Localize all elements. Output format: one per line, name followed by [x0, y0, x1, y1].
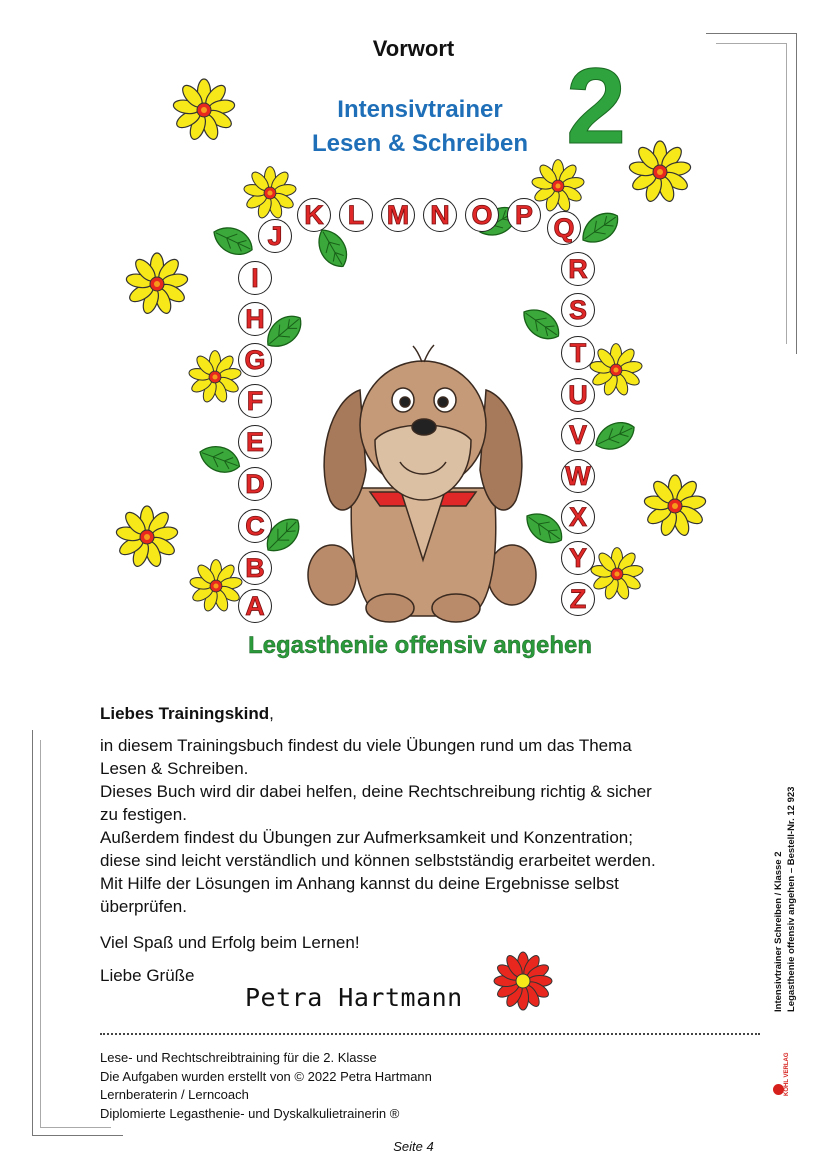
paragraph-line: Lesen & Schreiben.	[100, 759, 249, 778]
letter-bubble-g: G	[238, 343, 272, 377]
publisher-logo	[770, 1040, 796, 1098]
letter-bubble-v: V	[561, 418, 595, 452]
letter-bubble-p: P	[507, 198, 541, 232]
paragraph-line: diese sind leicht verständlich und können selbstständig erarbeitet werden.	[100, 851, 656, 870]
flower-icon	[172, 79, 235, 141]
flower-icon	[188, 351, 242, 404]
letter-bubble-w: W	[561, 459, 595, 493]
publisher-name: KOHL VERLAG	[784, 1052, 790, 1096]
flower-icon	[590, 548, 644, 601]
side-imprint-line1: Intensivtrainer Schreiben / Klasse 2	[773, 851, 784, 1012]
footer-line: Diplomierte Legasthenie- und Dyskalkulietrainerin ®	[100, 1106, 400, 1121]
page-number: Seite 4	[393, 1139, 434, 1154]
publisher-logo-icon	[773, 1084, 784, 1095]
letter-bubble-y: Y	[561, 541, 595, 575]
grade-number: 2	[566, 45, 627, 166]
footer-line: Lernberaterin / Lerncoach	[100, 1087, 249, 1102]
letter-bubble-z: Z	[561, 582, 595, 616]
book-title-line2: Lesen & Schreiben	[311, 130, 529, 157]
book-title-line1: Intensivtrainer	[337, 96, 503, 123]
salutation-name: Liebes Trainingskind	[100, 704, 270, 723]
letter-bubble-e: E	[238, 425, 272, 459]
letter-bubble-f: F	[238, 384, 272, 418]
letter-bubble-n: N	[423, 198, 457, 232]
salutation-comma: ,	[269, 704, 274, 723]
letter-bubble-a: A	[238, 589, 272, 623]
signature: Petra Hartmann	[245, 983, 463, 1012]
footer-line: Die Aufgaben wurden erstellt von © 2022 Petra Hartmann	[100, 1069, 432, 1084]
flower-icon	[125, 253, 188, 315]
letter-bubble-u: U	[561, 378, 595, 412]
letter-bubble-c: C	[238, 509, 272, 543]
flower-icon	[115, 506, 178, 568]
letter-paragraph	[100, 734, 760, 918]
dog-illustration	[308, 345, 536, 622]
letter-bubble-o: O	[465, 198, 499, 232]
letter-bubble-i: I	[238, 261, 272, 295]
letter-bubble-s: S	[561, 293, 595, 327]
leaf-icon	[591, 416, 639, 456]
footer-line: Lese- und Rechtschreibtraining für die 2. Klasse	[100, 1050, 377, 1065]
leaf-icon	[517, 302, 565, 346]
slogan: Legasthenie offensiv angehen	[247, 632, 593, 659]
leaf-icon	[576, 206, 624, 250]
letter-bubble-r: R	[561, 252, 595, 286]
paragraph-line: Mit Hilfe der Lösungen im Anhang kannst du deine Ergebnisse selbst	[100, 874, 619, 893]
closing-wish: Viel Spaß und Erfolg beim Lernen!	[100, 933, 360, 952]
side-imprint	[772, 752, 798, 1012]
flower-icon	[643, 475, 706, 537]
letter-bubble-h: H	[238, 302, 272, 336]
letter-bubble-t: T	[561, 336, 595, 370]
flower-icon	[189, 560, 243, 613]
side-imprint-line2: Legasthenie offensiv angehen – Bestell-Nr. 12 923	[786, 786, 797, 1012]
paragraph-line: Dieses Buch wird dir dabei helfen, deine Rechtschreibung richtig & sicher	[100, 782, 652, 801]
paragraph-line: zu festigen.	[100, 805, 187, 824]
paragraph-line: überprüfen.	[100, 897, 187, 916]
dotted-divider	[100, 1033, 760, 1035]
flower-icon	[628, 141, 691, 203]
flower-icon	[589, 344, 643, 397]
letter-bubble-k: K	[297, 198, 331, 232]
leaf-icon	[196, 441, 244, 478]
paragraph-line: Außerdem findest du Übungen zur Aufmerksamkeit und Konzentration;	[100, 828, 633, 847]
flower-icon	[243, 167, 297, 220]
flower-icon	[531, 160, 585, 213]
closing-greeting: Liebe Grüße	[100, 966, 195, 985]
letter-bubble-l: L	[339, 198, 373, 232]
paragraph-line: in diesem Trainingsbuch findest du viele Übungen rund um das Thema	[100, 736, 632, 755]
page-title: Vorwort	[372, 36, 455, 61]
letter-bubble-m: M	[381, 198, 415, 232]
letter-bubble-x: X	[561, 500, 595, 534]
letter-bubble-d: D	[238, 467, 272, 501]
letter-bubble-j: J	[258, 219, 292, 253]
salutation	[100, 702, 760, 725]
letter-bubble-q: Q	[547, 211, 581, 245]
leaf-icon	[209, 221, 257, 261]
red-flower-icon	[490, 948, 556, 1014]
letter-bubble-b: B	[238, 551, 272, 585]
